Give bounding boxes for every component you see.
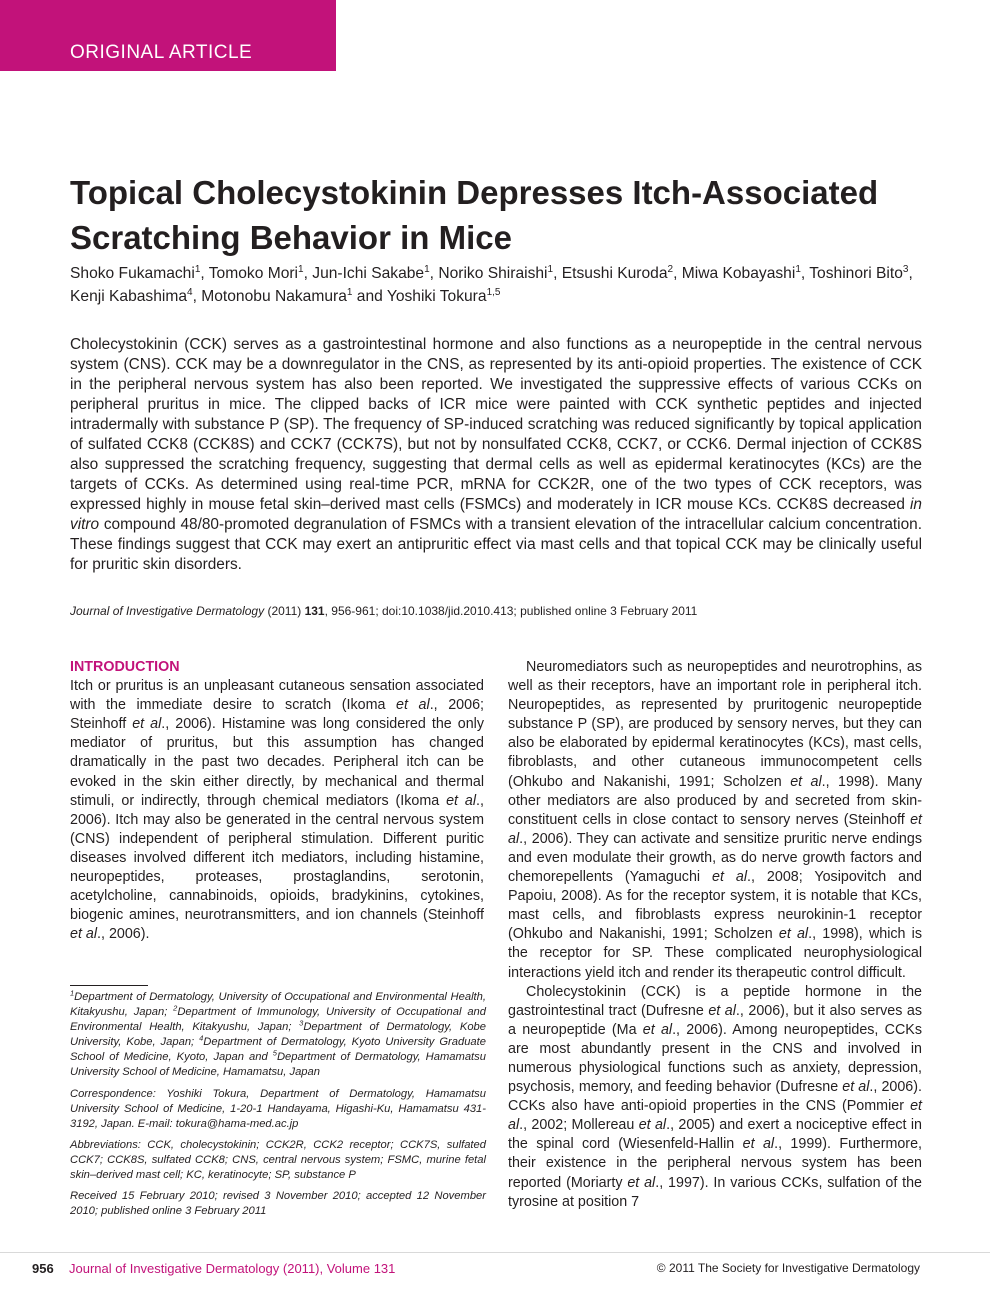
footer-divider [0, 1252, 990, 1253]
abstract-text-1: Cholecystokinin (CCK) serves as a gastrointestinal hormone and also functions as a neuropeptide in the central nervous system (CNS). CCK may be a downregulator in the CNS, as represented by its anti-opioid properties. The existence of CCK in the peripheral nervous system has also been reported. We investigated the suppressive effects of various CCKs on peripheral pruritus in mice. The clipped backs of ICR mice were painted with CCK synthetic peptides and injected intradermally with substance P (SP). The frequency of SP-induced scratching was reduced significantly by topical application of sulfated CCK8 (CCK8S) and CCK7 (CCK7S), but not by nonsulfated CCK8, CCK7, or CCK6. Dermal injection of CCK8S also suppressed the scratching frequency, suggesting that dermal cells as well as epidermal keratinocytes (KCs) are the targets of CCKs. As determined using real-time PCR, mRNA for CCK2R, one of the two types of CCK receptors, was expressed highly in mouse fetal skin–derived mast cells (FSMCs) and moderately in ICR mouse KCs. CCK8S decreased [70, 336, 922, 513]
body-text: Itch or pruritus is an unpleasant cutaneous sensation associated with the immediate desire to scratch (Ikoma [70, 678, 484, 714]
citation-year: (2011) [264, 604, 305, 618]
intro-paragraph-2 [508, 658, 922, 983]
affiliation-number: 2 [173, 1003, 178, 1013]
affiliation-text: Department of Immunology, University of Occupational and Environmental Health, Kitakyushu, Japan; [70, 1006, 486, 1034]
citation-volume: 131 [304, 604, 325, 618]
author-affiliation-mark: 1 [298, 263, 304, 275]
author-name: Kenji Kabashima [70, 288, 188, 305]
author-affiliation-mark: 1,5 [486, 286, 501, 298]
affiliations-footnote [70, 990, 486, 1081]
body-text: ., 2006). Itch may also be generated in the central nervous system (CNS) independent of peripheral stimulation. Different puritic diseases involved different itch mediators, including histamine, neuropeptides, proteases, prostaglandins, serotonin, acetylcholine, cannabinoids, opioids, bradykinins, cytokines, biogenic amines, neurotransmitters, and ion channels (Steinhoff [70, 792, 484, 924]
italic-text: et al [638, 1117, 667, 1134]
section-heading-introduction: INTRODUCTION [70, 659, 180, 675]
author-affiliation-mark: 2 [667, 263, 674, 275]
body-text: ., 2006). [97, 926, 150, 943]
body-text: ., 2002; Mollereau [519, 1117, 639, 1134]
author-affiliation-mark: 1 [424, 263, 430, 275]
body-text: ., 1998). Many other mediators are also produced by and secreted from skin-constituent cells in close contact to sensory nerves (Steinhoff [508, 773, 922, 828]
author-affiliation-mark: 1 [795, 263, 801, 275]
affiliation-text: Department of Dermatology, University of Occupational and Environmental Health, Kitakyushu, Japan; [70, 991, 486, 1019]
received-footnote: Received 15 February 2010; revised 3 November 2010; accepted 12 November 2010; published online 3 February 2011 [70, 1190, 486, 1218]
body-text: ., 2006). CCKs also have anti-opioid properties in the CNS (Pommier [508, 1079, 922, 1115]
italic-text: et al [778, 926, 809, 943]
citation-line [70, 603, 922, 619]
italic-text: et al [642, 1021, 673, 1038]
body-text: ., 1998), which is the receptor for SP. These complicated neurophysiological interactions yield itch and render its therapeutic control difficult. [508, 926, 922, 981]
italic-text: et al [712, 869, 748, 886]
abbreviations-footnote: Abbreviations: CCK, cholecystokinin; CCK2R, CCK2 receptor; CCK7S, sulfated CCK7; CCK8S, sulfated CCK8; CNS, central nervous system; FSMC, murine fetal skin–derived mast cell; KC, keratinocyte; SP, substance P [70, 1138, 486, 1182]
article-type-label: ORIGINAL ARTICLE [70, 42, 253, 63]
affiliation-number: 3 [299, 1018, 304, 1028]
affiliation-number: 4 [199, 1033, 204, 1043]
affiliation-text: Department of Dermatology, Kyoto University Graduate School of Medicine, Kyoto, Japan and [70, 1036, 486, 1064]
body-text: ., 2006). Histamine was long considered the only mediator of pruritus, but this assumption has changed dramatically in the past two decades. Peripheral itch can be evoked in the skin either directly, by mechanical and thermal stimuli, or indirectly, through chemical mediators (Ikoma [70, 716, 484, 809]
author-name: Toshinori Bito [809, 265, 903, 282]
intro-paragraph-1 [70, 677, 484, 944]
author-affiliation-mark: 3 [902, 263, 909, 275]
body-text: Neuromediators such as neuropeptides and neurotrophins, as well as their receptors, have an important role in peripheral itch. Neuropeptides, as represented by pruritogenic neuropeptide substance P (SP), are produced by sensory nerves, but they can also be elaborated by epidermal keratinocytes (KCs), mast cells, fibroblasts, and other cutaneous immunocompetent cells (Ohkubo and Nakanishi, 1991; Scholzen [508, 659, 922, 790]
right-column [508, 658, 922, 1212]
author-name: Tomoko Mori [208, 265, 299, 282]
affiliation-text: Department of Dermatology, Hamamatsu University School of Medicine, Hamamatsu, Japan [70, 1051, 486, 1079]
body-text: ., 2005) and exert a nociceptive effect in the spinal cord (Wiesenfeld-Hallin [508, 1117, 922, 1153]
citation-journal: Journal of Investigative Dermatology [70, 604, 265, 618]
italic-text: et al [842, 1079, 870, 1096]
author-list: Shoko Fukamachi$^1$, Tomoko Mori$^1$, Jun-Ichi Sakabe$^1$, Noriko Shiraishi$^1$, Etsushi Kuroda$^2$, Miwa Kobayashi$^1$, Toshinori Bito$^3$, Kenji Kabashima$^4$, Motonobu Nakamura$^1$ and Yoshiki Tokura$^{1,5}$ [70, 263, 913, 305]
affiliation-number: 1 [70, 988, 75, 998]
italic-text: et al [508, 1098, 922, 1134]
italic-text: et al [627, 1174, 656, 1191]
author-affiliation-mark: 1 [547, 263, 554, 275]
footnote-divider [70, 985, 148, 986]
author-name: Yoshiki Tokura [386, 288, 487, 305]
intro-paragraph-3 [508, 983, 922, 1212]
body-text: ., 2008; Yosipovitch and Papoiu, 2008). As for the receptor system, it is notable that KCs, mast cells, and fibroblasts express neurokinin-1 receptor (Ohkubo and Nakanishi, 1991; Scholzen [508, 869, 922, 943]
italic-text: et al [396, 697, 430, 714]
article-title: Topical Cholecystokinin Depresses Itch-Associated Scratching Behavior in Mice [70, 174, 879, 256]
author-affiliation-mark: 1 [194, 263, 201, 275]
affiliation-number: 5 [272, 1048, 277, 1058]
author-affiliation-mark: 4 [187, 286, 193, 298]
italic-text: et al [70, 926, 98, 943]
footer-journal: Journal of Investigative Dermatology (2011), Volume 131 [69, 1261, 396, 1276]
italic-text: et al [446, 792, 477, 809]
italic-text: et al [790, 773, 822, 790]
author-name: Motonobu Nakamura [201, 288, 347, 305]
author-name: Noriko Shiraishi [438, 265, 548, 282]
citation-rest: , 956-961; doi:10.1038/jid.2010.413; published online 3 February 2011 [324, 604, 698, 618]
italic-text: et al [132, 716, 162, 733]
italic-text: et al [508, 811, 922, 847]
body-text: ., 2006), but it also serves as a neuropeptide (Ma [508, 1002, 922, 1038]
body-text: ., 2006). They can activate and sensitize pruritic nerve endings and even modulate their growth, as do nerve growth factors and chemorepellents (Yamaguchi [508, 830, 922, 886]
article-type-banner [0, 0, 336, 71]
author-name: Shoko Fukamachi [70, 265, 195, 282]
body-text: Cholecystokinin (CCK) is a peptide hormone in the gastrointestinal tract (Dufresne [508, 983, 922, 1019]
footnotes [70, 990, 486, 1225]
left-column [70, 658, 484, 944]
body-text: ., 1999). Furthermore, their existence in the peripheral nervous system has been reported (Moriarty [508, 1136, 922, 1191]
body-text: ., 1997). In various CCKs, sulfation of the tyrosine at position 7 [508, 1174, 923, 1210]
italic-text: et al [742, 1136, 775, 1153]
author-name: Miwa Kobayashi [681, 265, 796, 282]
affiliation-text: Department of Dermatology, Kobe University, Kobe, Japan; [70, 1021, 486, 1049]
correspondence-footnote: Correspondence: Yoshiki Tokura, Department of Dermatology, Hamamatsu University School of Medicine, 1-20-1 Handayama, Higashi-Ku, Hamamatsu 431-3192, Japan. E-mail: tokura@hama-med.ac.jp [70, 1087, 486, 1130]
body-text: ., 2006; Steinhoff [70, 697, 484, 733]
body-text: ., 2006). Among neuropeptides, CCKs are most abundantly present in the CNS and involved in numerous physiological functions such as anxiety, depression, psychosis, memory, and feeding behavior (Dufresne [508, 1021, 922, 1096]
italic-text: et al [708, 1002, 736, 1019]
author-name: Etsushi Kuroda [561, 265, 668, 282]
abstract-italic: in vitro [70, 496, 922, 533]
copyright: © 2011 The Society for Investigative Dermatology [656, 1261, 920, 1275]
abstract-text-2: compound 48/80-promoted degranulation of FSMCs with a transient elevation of the intracellular calcium concentration. These findings suggest that CCK may exert an antipruritic effect via mast cells and that topical CCK may be clinically useful for pruritic skin disorders. [70, 516, 922, 573]
author-name: Jun-Ichi Sakabe [312, 265, 425, 282]
page-number: 956 [32, 1261, 54, 1276]
abstract [70, 335, 922, 575]
author-affiliation-mark: 1 [346, 286, 353, 298]
